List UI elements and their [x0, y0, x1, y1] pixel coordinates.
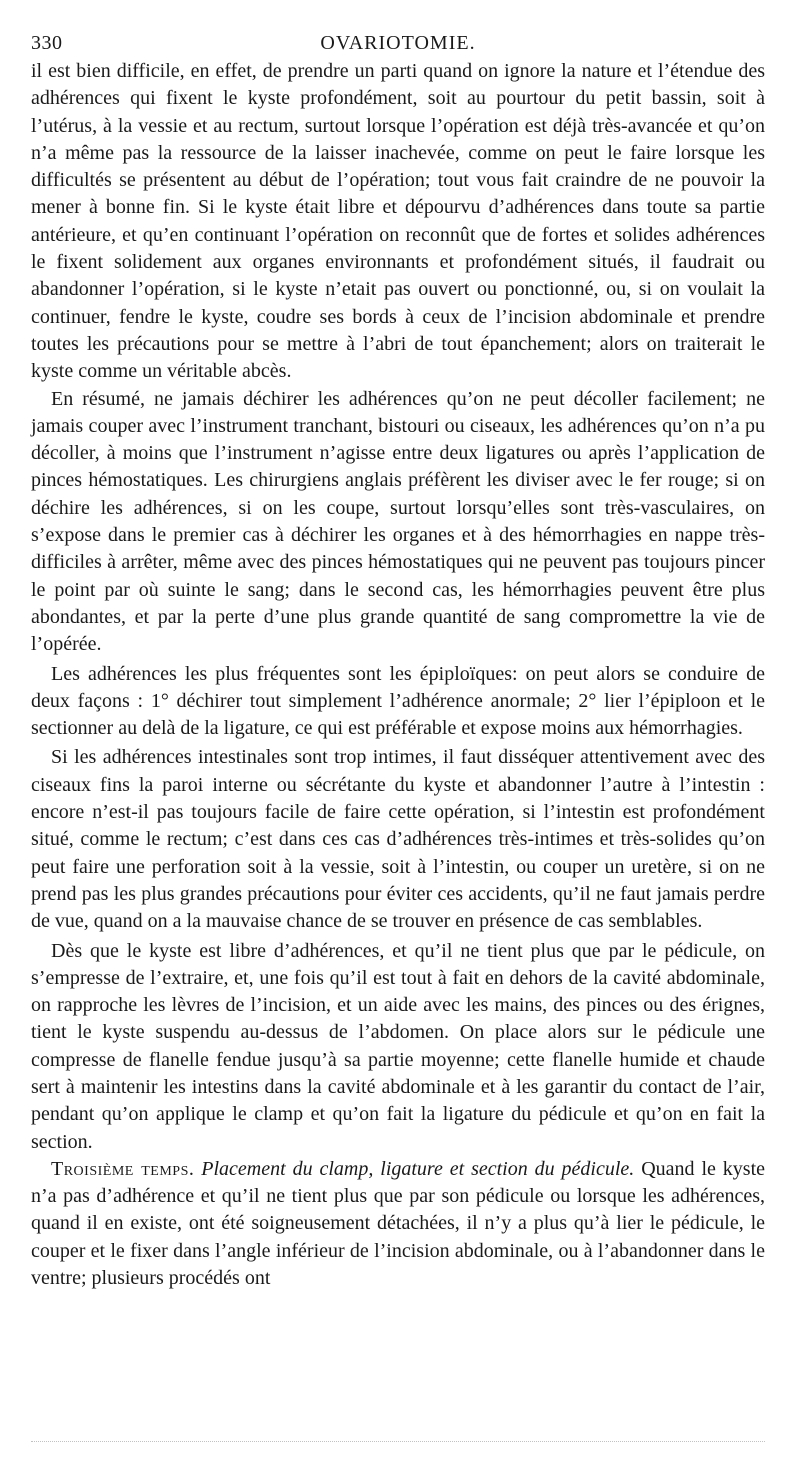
paragraph-extraction-kyste: Dès que le kyste est libre d’adhérences, et qu’il ne tient plus que par le pédicule, on s’empresse de l’extraire, et, une fois qu’il est tout à fait en dehors de la cavité abdominale, on rapproche les lèvres de l’incision, et un aide avec les mains, des pinces ou des érignes, tient le kyste suspendu au-dessus de l’abdomen. On place alors sur le pédicule une compresse de flanelle fendue jusqu’à sa partie moyenne; cette flanelle humide et chaude sert à maintenir les intestins dans la cavité abdominale et à les garantir du contact de l’air, pendant qu’on applique le clamp et qu’on fait la ligature du pédicule et qu’on en fait la section. — [31, 939, 765, 1153]
page-body — [31, 58, 765, 1292]
paragraph-troisieme-temps — [31, 1156, 765, 1292]
book-page — [31, 30, 765, 1292]
paragraph-en-resume: En résumé, ne jamais déchirer les adhérences qu’on ne peut décoller facilement; ne jamais couper avec l’instrument tranchant, bistouri ou ciseaux, les adhérences qu’on n’a pu décoller, à moins que l’instrument n’agisse entre deux ligatures ou après l’application de pinces hémostatiques. Les chirurgiens anglais préfèrent les diviser avec le fer rouge; si on déchire les adhérences, si on les coupe, surtout lorsqu’elles sont très-vasculaires, on s’expose dans le premier cas à déchirer les organes et à des hémorrhagies en nappe très-difficiles à arrêter, même avec des pinces hémostatiques qui ne peuvent pas toujours pincer le point par où suinte le sang; dans le second cas, les hémorrhagies peuvent être plus abondantes, et par la perte d’une plus grande quantité de sang compromettre la vie de l’opérée. — [31, 387, 765, 656]
section-heading: Placement du clamp, ligature et section du pédicule. — [201, 1157, 635, 1180]
running-title: OVARIOTOMIE. — [320, 32, 476, 54]
section-text: Quand le kyste n’a pas d’adhérence et qu’il ne tient plus que par son pédicule ou lorsque les adhérences, quand il en existe, ont été soigneusement détachées, il n’y a plus qu’à lier le pédicule, le couper et le fixer dans l’angle inférieur de l’incision abdominale, ou à l’abandonner dans le ventre; plusieurs procédés ont — [31, 1157, 765, 1290]
paragraph-adherences-intestinales: Si les adhérences intestinales sont trop intimes, il faut disséquer attentivement avec des ciseaux fins la paroi interne ou sécrétante du kyste et abandonner l’autre à l’intestin : encore n’est-il pas toujours facile de faire cette opération, si l’intestin est profondément situé, comme le rectum; c’est dans ces cas d’adhérences très-intimes et très-solides qu’on peut faire une perforation soit à la vessie, soit à l’intestin, ou couper un uretère, si on ne prend pas les plus grandes précautions pour éviter ces accidents, qu’il ne faut jamais perdre de vue, quand on a la mauvaise chance de se trouver en présence de cas semblables. — [31, 746, 765, 933]
paragraph-adherences-difficulty: il est bien difficile, en effet, de prendre un parti quand on ignore la nature et l’étendue des adhérences qui fixent le kyste profondément, soit au pourtour du petit bassin, soit à l’utérus, à la vessie et au rectum, surtout lorsque l’opération est déjà très-avancée et qu’on n’a même pas la ressource de la laisser inachevée, comme on peut le faire lorsque les difficultés se présentent au début de l’opération; tout vous fait craindre de ne pouvoir la mener à bonne fin. Si le kyste était libre et dépourvu d’adhérences dans toute sa partie antérieure, et qu’en continuant l’opération on reconnût que de fortes et solides adhérences le fixent solidement aux organes environnants et profondément situés, il faudrait ou abandonner l’opération, si le kyste n’etait pas ouvert ou ponctionné, ou, si on voulait la continuer, fendre le kyste, coudre ses bords à ceux de l’incision abdominale et prendre toutes les précautions pour se mettre à l’abri de tout épanchement; alors on traiterait le kyste comme un véritable abcès. — [31, 60, 765, 383]
running-head — [31, 30, 765, 56]
footer-dotted-rule — [31, 1441, 765, 1442]
page-number: 330 — [31, 32, 63, 54]
section-lead-in: Troisième temps. — [51, 1157, 195, 1180]
paragraph-adherences-epiploiques: Les adhérences les plus fréquentes sont les épiploïques: on peut alors se conduire de deux façons : 1° déchirer tout simplement l’adhérence anormale; 2° lier l’épiploon et le sectionner au delà de la ligature, ce qui est préférable et expose moins aux hémorrhagies. — [31, 662, 765, 740]
